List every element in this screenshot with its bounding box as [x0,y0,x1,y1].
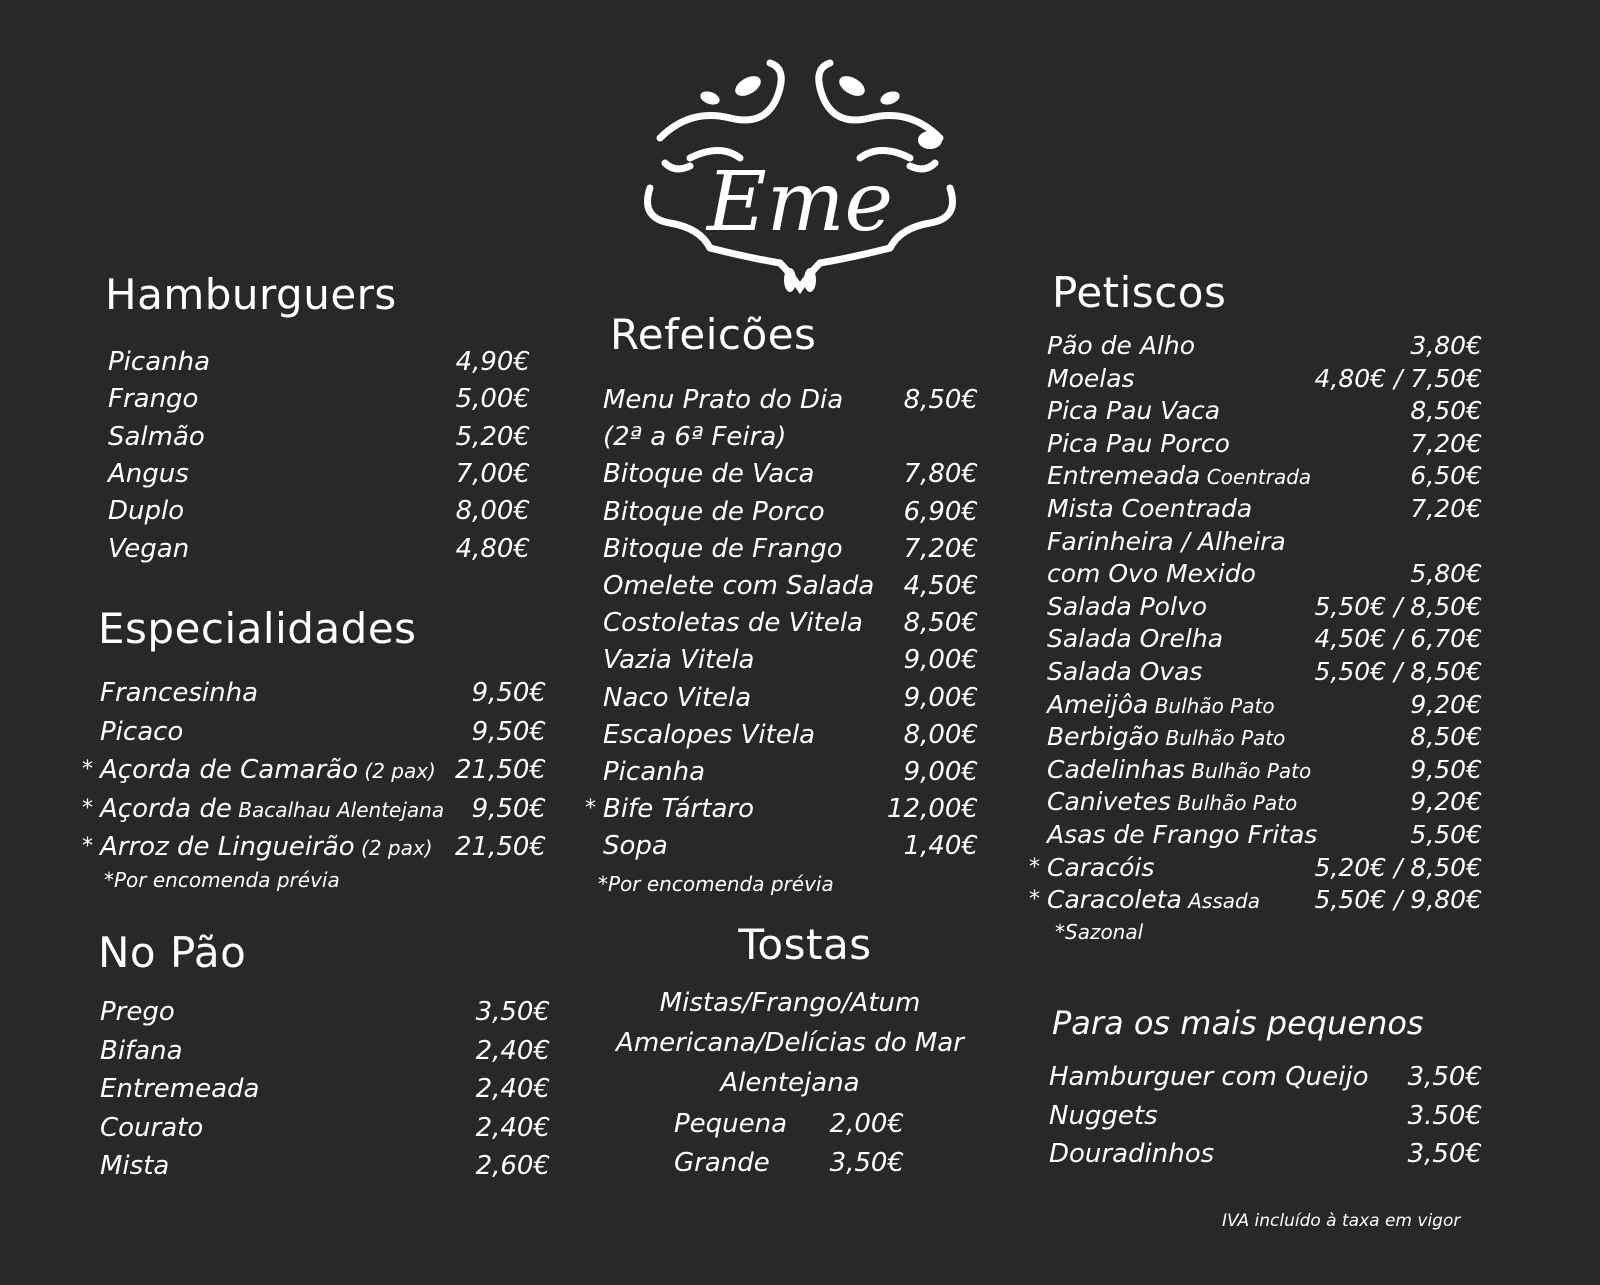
item-asterisk: * [1029,854,1040,880]
item-price: 8,00€ [903,719,978,750]
item-name: Salada Ovas [1047,657,1203,686]
item-name: Picaco [100,716,184,747]
item-price: 7,20€ [903,533,978,564]
item-price: 3,80€ [1410,331,1482,360]
item-name: Cadelinhas Bulhão Pato [1047,754,1312,784]
item-price: 7,80€ [903,459,978,490]
item-price: 9,50€ [471,793,546,824]
item-name: Picanha [108,347,211,377]
item-price: 2,40€ [475,1035,550,1066]
tostas-variety: Alentejana [720,1068,860,1098]
item-price: 8,50€ [1410,396,1482,426]
item-name: Caracoleta Assada [1047,885,1260,915]
item-name: (2ª a 6ª Feira) [603,422,787,453]
item-name: Salmão [108,421,205,452]
item-name: Naco Vitela [603,682,752,713]
size-name: Grande [674,1148,770,1178]
section-title-hamburguers: Hamburguers [105,270,397,319]
item-name: Mista [100,1151,170,1181]
item-detail: (2 pax) [358,759,436,783]
item-detail: Bacalhau Alentejana [231,797,445,822]
item-name: Salada Polvo [1047,591,1207,621]
item-price: 5,00€ [455,384,530,415]
item-price: 3,50€ [1407,1139,1482,1169]
item-name: Nuggets [1049,1100,1158,1131]
item-name: Francesinha [100,678,259,708]
item-price: 9,20€ [1410,689,1482,719]
item-asterisk: * [82,757,93,782]
item-price: 8,00€ [455,496,530,527]
item-detail: Assada [1181,889,1260,914]
logo-text: Eme [706,155,894,250]
item-price: 2,40€ [475,1074,550,1104]
item-price: 5,20€ / 8,50€ [1314,852,1482,882]
item-name: Costoletas de Vitela [603,608,863,639]
item-price: 5,50€ / 8,50€ [1314,657,1482,686]
iva-footer: IVA incluído à taxa em vigor [1222,1211,1461,1231]
item-name: Sopa [603,831,668,862]
tostas-variety: Mistas/Frango/Atum [659,988,921,1018]
item-name: Angus [108,458,189,489]
item-asterisk: * [82,834,93,859]
item-name: Asas de Frango Fritas [1047,820,1318,849]
item-asterisk: * [1029,887,1040,913]
item-price: 9,50€ [471,678,546,708]
item-name: Duplo [108,496,185,527]
item-price: 6,50€ [1410,461,1482,491]
section-title-refeicoes: Refeicões [610,310,817,359]
item-name: Arroz de Lingueirão (2 pax) [100,832,433,862]
item-name: Vazia Vitela [603,645,755,676]
item-price: 3,50€ [475,997,550,1027]
item-name: Bitoque de Vaca [603,459,815,490]
item-name: Bitoque de Porco [603,496,825,527]
item-name: Açorda de Bacalhau Alentejana [100,793,445,824]
item-detail: Bulhão Pato [1184,758,1312,783]
item-name: Picanha [603,757,706,787]
item-price: 2,60€ [475,1151,550,1181]
item-price: 5,80€ [1410,559,1482,589]
item-name: Omelete com Salada [603,571,875,601]
item-price: 4,50€ / 6,70€ [1314,624,1482,654]
item-name: Bifana [100,1035,183,1066]
item-price: 9,50€ [471,716,546,747]
item-name: Prego [100,997,175,1027]
item-price: 4,80€ / 7,50€ [1314,363,1482,393]
item-price: 5,50€ / 9,80€ [1314,885,1482,915]
item-name: Salada Orelha [1047,624,1224,654]
size-price: 2,00€ [829,1109,904,1139]
size-name: Pequena [674,1109,788,1139]
item-name: Entremeada [100,1074,260,1104]
item-name: Mista Coentrada [1047,494,1253,523]
item-asterisk: * [82,795,93,821]
item-price: 5,20€ [455,421,530,452]
item-price: 8,50€ [1410,722,1482,752]
item-name: Moelas [1047,363,1135,393]
item-price: 21,50€ [455,755,546,785]
item-name: Pica Pau Vaca [1047,396,1221,426]
item-price: 4,90€ [455,347,530,377]
section-title-tostas: Tostas [738,920,872,969]
item-name: Bitoque de Frango [603,533,843,564]
item-price: 6,90€ [903,496,978,527]
item-detail: (2 pax) [354,836,433,860]
item-name: Vegan [108,533,190,564]
item-price: 9,00€ [903,757,978,787]
item-price: 3.50€ [1407,1100,1482,1131]
item-price: 7,20€ [1410,494,1482,523]
especialidades-note: *Por encomenda prévia [104,868,340,892]
section-title-pequenos: Para os mais pequenos [1052,1004,1424,1042]
eme-logo [630,48,970,308]
item-price: 2,40€ [475,1112,550,1143]
item-name: Berbigão Bulhão Pato [1047,722,1286,752]
size-price: 3,50€ [829,1148,904,1178]
item-name: Entremeada Coentrada [1047,461,1312,491]
item-price: 4,50€ [903,571,978,601]
item-price: 21,50€ [455,832,546,862]
section-title-especialidades: Especialidades [98,604,417,653]
tostas-variety: Americana/Delícias do Mar [616,1028,964,1058]
item-name: Escalopes Vitela [603,719,815,750]
section-title-petiscos: Petiscos [1052,268,1227,317]
item-price: 9,20€ [1410,787,1482,817]
refeicoes-note: *Por encomenda prévia [598,872,834,896]
item-price: 7,20€ [1410,428,1482,458]
item-name: Açorda de Camarão (2 pax) [100,755,436,785]
item-name: Farinheira / Alheira [1047,526,1286,556]
item-price: 9,00€ [903,682,978,713]
item-price: 5,50€ / 8,50€ [1314,591,1482,621]
item-price: 9,00€ [903,645,978,676]
item-detail: Bulhão Pato [1170,791,1298,816]
item-detail: Bulhão Pato [1159,726,1286,751]
item-detail: Coentrada [1200,465,1312,490]
item-name: Hamburguer com Queijo [1049,1062,1369,1092]
item-price: 5,50€ [1410,820,1482,849]
item-name: Pica Pau Porco [1047,428,1230,458]
item-price: 4,80€ [455,533,530,564]
item-name: Caracóis [1047,852,1155,882]
item-price: 8,50€ [903,608,978,639]
ornament-frame-icon [630,48,970,308]
item-name: Canivetes Bulhão Pato [1047,787,1298,817]
item-price: 9,50€ [1410,754,1482,784]
item-name: Douradinhos [1049,1139,1215,1169]
petiscos-note: *Sazonal [1055,920,1144,944]
item-name: Bife Tártaro [603,794,754,825]
item-detail: Bulhão Pato [1148,693,1275,718]
item-price: 3,50€ [1407,1062,1482,1092]
item-name: Frango [108,384,199,415]
item-price: 12,00€ [887,794,978,825]
item-name: Pão de Alho [1047,331,1196,360]
section-title-no-pao: No Pão [98,928,247,977]
item-name: Menu Prato do Dia [603,385,844,415]
item-name: com Ovo Mexido [1047,559,1256,589]
item-name: Ameijôa Bulhão Pato [1047,689,1275,719]
item-price: 7,00€ [455,458,530,489]
item-price: 8,50€ [903,385,978,415]
item-asterisk: * [585,796,596,822]
item-price: 1,40€ [903,831,978,862]
item-name: Courato [100,1112,204,1143]
